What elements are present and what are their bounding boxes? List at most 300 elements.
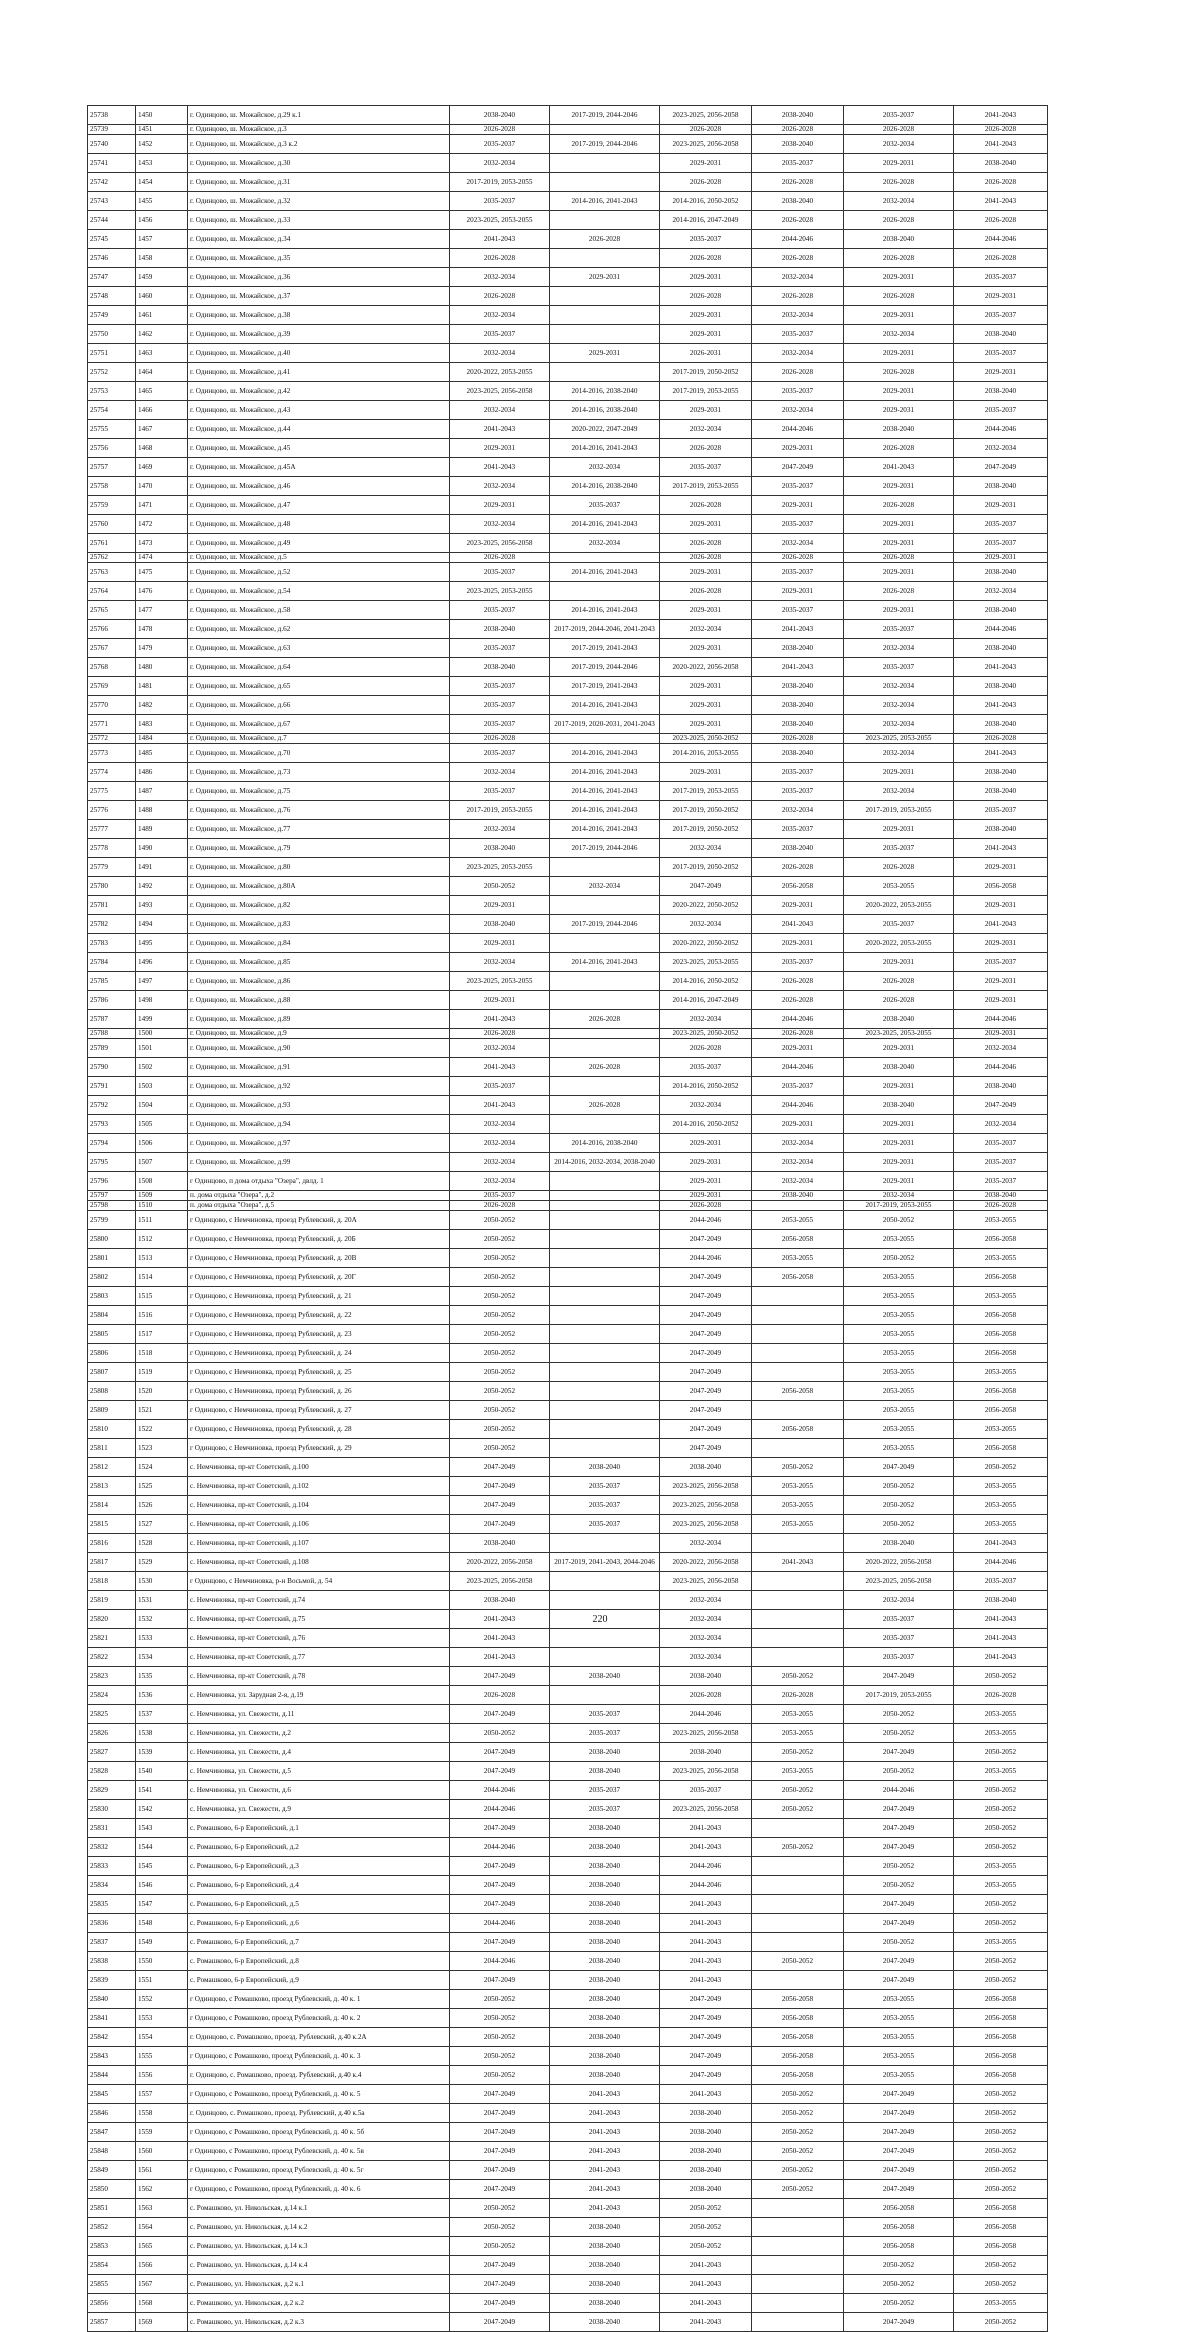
address-number-cell: 1468: [136, 439, 188, 458]
date-col-2-cell: [550, 1077, 660, 1096]
date-col-6-cell: 2029-2031: [954, 858, 1048, 877]
table-row: [88, 287, 1048, 306]
date-col-4-cell: 2026-2028: [752, 972, 844, 991]
date-col-6-cell: 2041-2043: [954, 658, 1048, 677]
date-col-6-cell: 2038-2040: [954, 639, 1048, 658]
date-col-2-cell: [550, 1287, 660, 1306]
row-id-cell: 25760: [88, 515, 136, 534]
date-col-5-cell: 2017-2019, 2053-2055: [844, 1201, 954, 1211]
date-col-6-cell: 2038-2040: [954, 601, 1048, 620]
date-col-6-cell: 2032-2034: [954, 439, 1048, 458]
date-col-4-cell: 2026-2028: [752, 1686, 844, 1705]
date-col-3-cell: 2041-2043: [660, 1895, 752, 1914]
date-col-5-cell: 2047-2049: [844, 2161, 954, 2180]
row-id-cell: 25836: [88, 1914, 136, 1933]
date-col-1-cell: 2047-2049: [450, 1477, 550, 1496]
address-number-cell: 1532: [136, 1610, 188, 1629]
date-col-1-cell: 2044-2046: [450, 1781, 550, 1800]
address-cell: г Одинцово, с Немчиновка, проезд Рублевский, д. 21: [188, 1287, 450, 1306]
date-col-1-cell: 2035-2037: [450, 325, 550, 344]
date-col-2-cell: 2035-2037: [550, 1477, 660, 1496]
address-number-cell: 1525: [136, 1477, 188, 1496]
date-col-2-cell: 2035-2037: [550, 1800, 660, 1819]
date-col-4-cell: 2050-2052: [752, 1781, 844, 1800]
address-number-cell: 1475: [136, 563, 188, 582]
date-col-4-cell: [752, 2275, 844, 2294]
row-id-cell: 25829: [88, 1781, 136, 1800]
table-row: [88, 601, 1048, 620]
row-id-cell: 25744: [88, 211, 136, 230]
table-row: [88, 991, 1048, 1010]
address-number-cell: 1527: [136, 1515, 188, 1534]
table-row: [88, 2256, 1048, 2275]
row-id-cell: 25787: [88, 1010, 136, 1029]
date-col-1-cell: 2038-2040: [450, 1534, 550, 1553]
address-cell: г Одинцово, с Ромашково, проезд Рублевский, д. 40 к. 6: [188, 2180, 450, 2199]
table-row: [88, 2199, 1048, 2218]
date-col-3-cell: 2047-2049: [660, 2028, 752, 2047]
row-id-cell: 25791: [88, 1077, 136, 1096]
table-row: [88, 477, 1048, 496]
date-col-5-cell: 2032-2034: [844, 1191, 954, 1201]
date-col-1-cell: 2041-2043: [450, 458, 550, 477]
date-col-6-cell: 2056-2058: [954, 2218, 1048, 2237]
row-id-cell: 25776: [88, 801, 136, 820]
date-col-1-cell: 2050-2052: [450, 1287, 550, 1306]
date-col-6-cell: 2038-2040: [954, 1591, 1048, 1610]
date-col-4-cell: 2032-2034: [752, 1134, 844, 1153]
date-col-4-cell: 2050-2052: [752, 1458, 844, 1477]
table-row: [88, 420, 1048, 439]
table-row: [88, 2009, 1048, 2028]
date-col-2-cell: 2014-2016, 2041-2043: [550, 820, 660, 839]
date-col-6-cell: 2035-2037: [954, 344, 1048, 363]
date-col-3-cell: 2029-2031: [660, 1191, 752, 1201]
address-number-cell: 1503: [136, 1077, 188, 1096]
date-col-6-cell: 2035-2037: [954, 534, 1048, 553]
row-id-cell: 25761: [88, 534, 136, 553]
date-col-1-cell: 2050-2052: [450, 2028, 550, 2047]
address-cell: г. Одинцово, ш. Можайское, д.82: [188, 896, 450, 915]
date-col-2-cell: [550, 1439, 660, 1458]
date-col-3-cell: 2023-2025, 2056-2058: [660, 1496, 752, 1515]
row-id-cell: 25764: [88, 582, 136, 601]
table-row: [88, 1363, 1048, 1382]
address-cell: г Одинцово, с Ромашково, проезд Рублевский, д. 40 к. 2: [188, 2009, 450, 2028]
table-row: [88, 192, 1048, 211]
table-row: [88, 268, 1048, 287]
table-row: [88, 1648, 1048, 1667]
table-row: [88, 1838, 1048, 1857]
date-col-1-cell: 2050-2052: [450, 1401, 550, 1420]
table-row: [88, 639, 1048, 658]
row-id-cell: 25793: [88, 1115, 136, 1134]
date-col-5-cell: 2050-2052: [844, 2275, 954, 2294]
date-col-3-cell: 2029-2031: [660, 515, 752, 534]
date-col-6-cell: 2035-2037: [954, 401, 1048, 420]
address-cell: г. Одинцово, ш. Можайское, д.84: [188, 934, 450, 953]
address-cell: г. Одинцово, ш. Можайское, д.92: [188, 1077, 450, 1096]
address-cell: г Одинцово, с Немчиновка, проезд Рублевский, д. 23: [188, 1325, 450, 1344]
address-cell: г. Одинцово, ш. Можайское, д.47: [188, 496, 450, 515]
row-id-cell: 25748: [88, 287, 136, 306]
date-col-1-cell: 2023-2025, 2056-2058: [450, 382, 550, 401]
date-col-1-cell: 2032-2034: [450, 401, 550, 420]
date-col-5-cell: 2053-2055: [844, 1325, 954, 1344]
date-col-6-cell: 2053-2055: [954, 1420, 1048, 1439]
date-col-1-cell: 2050-2052: [450, 1268, 550, 1287]
date-col-1-cell: 2035-2037: [450, 135, 550, 154]
row-id-cell: 25851: [88, 2199, 136, 2218]
date-col-5-cell: 2032-2034: [844, 639, 954, 658]
table-row: [88, 1819, 1048, 1838]
address-number-cell: 1481: [136, 677, 188, 696]
date-col-6-cell: 2035-2037: [954, 515, 1048, 534]
date-col-5-cell: 2050-2052: [844, 2294, 954, 2313]
date-col-4-cell: [752, 1401, 844, 1420]
date-col-3-cell: 2026-2028: [660, 249, 752, 268]
address-number-cell: 1523: [136, 1439, 188, 1458]
date-col-2-cell: [550, 1211, 660, 1230]
date-col-5-cell: 2050-2052: [844, 1496, 954, 1515]
date-col-3-cell: 2047-2049: [660, 1363, 752, 1382]
address-number-cell: 1558: [136, 2104, 188, 2123]
address-cell: с. Немчиновка, ул. Свежести, д.4: [188, 1743, 450, 1762]
row-id-cell: 25779: [88, 858, 136, 877]
address-cell: с. Ромашково, 6-р Европейский, д.4: [188, 1876, 450, 1895]
row-id-cell: 25756: [88, 439, 136, 458]
date-col-2-cell: [550, 1344, 660, 1363]
date-col-1-cell: 2047-2049: [450, 1458, 550, 1477]
row-id-cell: 25835: [88, 1895, 136, 1914]
table-row: [88, 439, 1048, 458]
date-col-1-cell: 2023-2025, 2053-2055: [450, 858, 550, 877]
address-number-cell: 1508: [136, 1172, 188, 1191]
table-row: [88, 1914, 1048, 1933]
date-col-2-cell: [550, 1591, 660, 1610]
date-col-4-cell: 2056-2058: [752, 1268, 844, 1287]
address-number-cell: 1538: [136, 1724, 188, 1743]
date-col-4-cell: 2038-2040: [752, 715, 844, 734]
date-col-2-cell: 2038-2040: [550, 1762, 660, 1781]
date-col-4-cell: 2053-2055: [752, 1705, 844, 1724]
date-col-1-cell: 2038-2040: [450, 620, 550, 639]
date-col-5-cell: 2047-2049: [844, 2085, 954, 2104]
row-id-cell: 25766: [88, 620, 136, 639]
date-col-2-cell: [550, 858, 660, 877]
date-col-4-cell: 2035-2037: [752, 515, 844, 534]
table-row: [88, 820, 1048, 839]
date-col-4-cell: 2050-2052: [752, 2085, 844, 2104]
row-id-cell: 25773: [88, 744, 136, 763]
date-col-6-cell: 2041-2043: [954, 696, 1048, 715]
row-id-cell: 25755: [88, 420, 136, 439]
row-id-cell: 25741: [88, 154, 136, 173]
date-col-6-cell: 2050-2052: [954, 2275, 1048, 2294]
date-col-4-cell: 2035-2037: [752, 763, 844, 782]
address-cell: г. Одинцово, ш. Можайское, д.35: [188, 249, 450, 268]
date-col-3-cell: 2032-2034: [660, 839, 752, 858]
table-row: [88, 2161, 1048, 2180]
date-col-3-cell: 2026-2028: [660, 496, 752, 515]
date-col-5-cell: 2038-2040: [844, 230, 954, 249]
address-number-cell: 1490: [136, 839, 188, 858]
date-col-4-cell: 2044-2046: [752, 1096, 844, 1115]
address-cell: г. Одинцово, ш. Можайское, д.77: [188, 820, 450, 839]
date-col-3-cell: 2032-2034: [660, 1610, 752, 1629]
table-row: [88, 1153, 1048, 1172]
row-id-cell: 25857: [88, 2313, 136, 2332]
date-col-2-cell: 2014-2016, 2038-2040: [550, 1134, 660, 1153]
date-col-6-cell: 2041-2043: [954, 1534, 1048, 1553]
address-number-cell: 1535: [136, 1667, 188, 1686]
date-col-4-cell: [752, 1344, 844, 1363]
date-col-4-cell: 2041-2043: [752, 915, 844, 934]
date-col-6-cell: 2050-2052: [954, 1971, 1048, 1990]
date-col-3-cell: 2026-2028: [660, 1201, 752, 1211]
address-cell: г. Одинцово, ш. Можайское, д.91: [188, 1058, 450, 1077]
address-number-cell: 1544: [136, 1838, 188, 1857]
date-col-1-cell: 2017-2019, 2053-2055: [450, 173, 550, 192]
date-col-1-cell: 2032-2034: [450, 344, 550, 363]
table-row: [88, 135, 1048, 154]
date-col-6-cell: 2053-2055: [954, 1857, 1048, 1876]
date-col-2-cell: [550, 125, 660, 135]
date-col-6-cell: 2044-2046: [954, 1058, 1048, 1077]
date-col-3-cell: 2047-2049: [660, 1230, 752, 1249]
table-row: [88, 125, 1048, 135]
row-id-cell: 25828: [88, 1762, 136, 1781]
address-number-cell: 1473: [136, 534, 188, 553]
table-row: [88, 1010, 1048, 1029]
address-number-cell: 1567: [136, 2275, 188, 2294]
date-col-4-cell: 2050-2052: [752, 2142, 844, 2161]
row-id-cell: 25738: [88, 106, 136, 125]
date-col-3-cell: 2014-2016, 2047-2049: [660, 211, 752, 230]
date-col-5-cell: 2026-2028: [844, 173, 954, 192]
address-number-cell: 1484: [136, 734, 188, 744]
table-row: [88, 858, 1048, 877]
date-col-2-cell: [550, 287, 660, 306]
date-col-2-cell: 2014-2016, 2038-2040: [550, 401, 660, 420]
row-id-cell: 25811: [88, 1439, 136, 1458]
date-col-6-cell: 2053-2055: [954, 1496, 1048, 1515]
date-col-2-cell: [550, 1172, 660, 1191]
date-col-5-cell: 2023-2025, 2053-2055: [844, 1029, 954, 1039]
date-col-1-cell: 2032-2034: [450, 306, 550, 325]
table-row: [88, 953, 1048, 972]
address-cell: г. Одинцово, ш. Можайское, д.49: [188, 534, 450, 553]
address-cell: г Одинцово, с Немчиновка, проезд Рублевский, д. 20Г: [188, 1268, 450, 1287]
date-col-1-cell: 2044-2046: [450, 1914, 550, 1933]
date-col-3-cell: 2029-2031: [660, 601, 752, 620]
row-id-cell: 25792: [88, 1096, 136, 1115]
date-col-5-cell: 2050-2052: [844, 1515, 954, 1534]
address-cell: г. Одинцово, ш. Можайское, д.38: [188, 306, 450, 325]
date-col-4-cell: 2035-2037: [752, 782, 844, 801]
date-col-2-cell: 2035-2037: [550, 1496, 660, 1515]
date-col-4-cell: [752, 2256, 844, 2275]
date-col-4-cell: 2047-2049: [752, 458, 844, 477]
date-col-3-cell: 2032-2034: [660, 1648, 752, 1667]
address-number-cell: 1477: [136, 601, 188, 620]
date-col-3-cell: 2014-2016, 2050-2052: [660, 1115, 752, 1134]
date-col-3-cell: 2041-2043: [660, 1971, 752, 1990]
address-cell: г. Одинцово, ш. Можайское, д.97: [188, 1134, 450, 1153]
address-cell: с. Ромашково, ул. Никольская, д.2 к.3: [188, 2313, 450, 2332]
date-col-4-cell: [752, 1534, 844, 1553]
date-col-1-cell: 2050-2052: [450, 1724, 550, 1743]
date-col-5-cell: 2053-2055: [844, 1382, 954, 1401]
date-col-3-cell: 2041-2043: [660, 2313, 752, 2332]
address-number-cell: 1506: [136, 1134, 188, 1153]
row-id-cell: 25827: [88, 1743, 136, 1762]
address-number-cell: 1460: [136, 287, 188, 306]
table-row: [88, 1191, 1048, 1201]
date-col-4-cell: 2029-2031: [752, 439, 844, 458]
date-col-6-cell: 2029-2031: [954, 991, 1048, 1010]
table-row: [88, 2142, 1048, 2161]
date-col-4-cell: [752, 2294, 844, 2313]
date-col-4-cell: 2056-2058: [752, 1382, 844, 1401]
row-id-cell: 25833: [88, 1857, 136, 1876]
row-id-cell: 25777: [88, 820, 136, 839]
date-col-5-cell: 2050-2052: [844, 1762, 954, 1781]
row-id-cell: 25778: [88, 839, 136, 858]
table-row: [88, 1134, 1048, 1153]
date-col-6-cell: 2053-2055: [954, 1477, 1048, 1496]
date-col-1-cell: 2050-2052: [450, 1211, 550, 1230]
row-id-cell: 25759: [88, 496, 136, 515]
table-row: [88, 763, 1048, 782]
date-col-1-cell: 2032-2034: [450, 763, 550, 782]
date-col-1-cell: 2050-2052: [450, 1420, 550, 1439]
address-cell: г. Одинцово, ш. Можайское, д.73: [188, 763, 450, 782]
date-col-3-cell: 2029-2031: [660, 639, 752, 658]
date-col-1-cell: 2047-2049: [450, 2123, 550, 2142]
date-col-4-cell: 2041-2043: [752, 620, 844, 639]
date-col-1-cell: 2044-2046: [450, 1952, 550, 1971]
date-col-6-cell: 2053-2055: [954, 1211, 1048, 1230]
date-col-2-cell: 2038-2040: [550, 1990, 660, 2009]
date-col-3-cell: 2047-2049: [660, 1382, 752, 1401]
row-id-cell: 25745: [88, 230, 136, 249]
address-cell: с. Ромашково, ул. Никольская, д.2 к.2: [188, 2294, 450, 2313]
address-cell: с. Немчиновка, пр-кт Советский, д.78: [188, 1667, 450, 1686]
address-number-cell: 1517: [136, 1325, 188, 1344]
date-col-3-cell: 2020-2022, 2050-2052: [660, 934, 752, 953]
date-col-3-cell: 2017-2019, 2053-2055: [660, 782, 752, 801]
date-col-5-cell: 2029-2031: [844, 563, 954, 582]
address-cell: с. Ромашково, ул. Никольская, д.14 к.3: [188, 2237, 450, 2256]
row-id-cell: 25762: [88, 553, 136, 563]
address-cell: г. Одинцово, ш. Можайское, д.31: [188, 173, 450, 192]
date-col-1-cell: 2050-2052: [450, 1990, 550, 2009]
date-col-3-cell: 2014-2016, 2053-2055: [660, 744, 752, 763]
address-number-cell: 1500: [136, 1029, 188, 1039]
date-col-3-cell: 2050-2052: [660, 2237, 752, 2256]
table-row: [88, 1115, 1048, 1134]
table-row: [88, 1781, 1048, 1800]
date-col-6-cell: 2026-2028: [954, 249, 1048, 268]
date-col-4-cell: 2053-2055: [752, 1211, 844, 1230]
table-row: [88, 715, 1048, 734]
address-number-cell: 1459: [136, 268, 188, 287]
date-col-6-cell: 2038-2040: [954, 477, 1048, 496]
date-col-4-cell: 2026-2028: [752, 991, 844, 1010]
date-col-4-cell: 2026-2028: [752, 858, 844, 877]
date-col-6-cell: 2038-2040: [954, 715, 1048, 734]
date-col-1-cell: 2038-2040: [450, 106, 550, 125]
date-col-1-cell: 2026-2028: [450, 287, 550, 306]
address-cell: г. Одинцово, ш. Можайское, д.34: [188, 230, 450, 249]
date-col-1-cell: 2029-2031: [450, 934, 550, 953]
date-col-2-cell: [550, 1115, 660, 1134]
date-col-3-cell: 2035-2037: [660, 1781, 752, 1800]
row-id-cell: 25804: [88, 1306, 136, 1325]
date-col-2-cell: [550, 1572, 660, 1591]
date-col-3-cell: 2029-2031: [660, 563, 752, 582]
date-col-2-cell: [550, 1401, 660, 1420]
row-id-cell: 25803: [88, 1287, 136, 1306]
date-col-2-cell: 2020-2022, 2047-2049: [550, 420, 660, 439]
table-row: [88, 877, 1048, 896]
date-col-6-cell: 2053-2055: [954, 1287, 1048, 1306]
date-col-6-cell: 2035-2037: [954, 268, 1048, 287]
date-col-4-cell: 2053-2055: [752, 1515, 844, 1534]
date-col-2-cell: 2038-2040: [550, 1819, 660, 1838]
date-col-4-cell: [752, 1819, 844, 1838]
address-cell: г. Одинцово, ш. Можайское, д.33: [188, 211, 450, 230]
date-col-1-cell: 2050-2052: [450, 1249, 550, 1268]
schedule-table-container: [87, 105, 1047, 2332]
date-col-1-cell: 2032-2034: [450, 154, 550, 173]
date-col-1-cell: 2026-2028: [450, 1201, 550, 1211]
date-col-3-cell: 2038-2040: [660, 1458, 752, 1477]
date-col-4-cell: [752, 1876, 844, 1895]
date-col-6-cell: 2053-2055: [954, 1876, 1048, 1895]
date-col-3-cell: 2038-2040: [660, 2123, 752, 2142]
date-col-4-cell: 2026-2028: [752, 287, 844, 306]
address-cell: г Одинцово, п дома отдыха "Озера", двлд. 1: [188, 1172, 450, 1191]
date-col-3-cell: 2017-2019, 2050-2052: [660, 363, 752, 382]
date-col-3-cell: 2023-2025, 2050-2052: [660, 734, 752, 744]
address-number-cell: 1514: [136, 1268, 188, 1287]
date-col-1-cell: 2047-2049: [450, 2313, 550, 2332]
date-col-6-cell: 2026-2028: [954, 173, 1048, 192]
date-col-3-cell: 2035-2037: [660, 230, 752, 249]
row-id-cell: 25799: [88, 1211, 136, 1230]
row-id-cell: 25754: [88, 401, 136, 420]
date-col-4-cell: 2035-2037: [752, 477, 844, 496]
date-col-6-cell: 2056-2058: [954, 2199, 1048, 2218]
date-col-3-cell: 2023-2025, 2056-2058: [660, 1477, 752, 1496]
date-col-4-cell: 2053-2055: [752, 1724, 844, 1743]
date-col-1-cell: 2026-2028: [450, 125, 550, 135]
row-id-cell: 25819: [88, 1591, 136, 1610]
date-col-3-cell: 2041-2043: [660, 1914, 752, 1933]
table-row: [88, 2066, 1048, 2085]
address-cell: г. Одинцово, ш. Можайское, д.39: [188, 325, 450, 344]
row-id-cell: 25821: [88, 1629, 136, 1648]
date-col-4-cell: 2056-2058: [752, 1230, 844, 1249]
date-col-5-cell: 2047-2049: [844, 1971, 954, 1990]
table-row: [88, 1515, 1048, 1534]
date-col-6-cell: 2044-2046: [954, 230, 1048, 249]
row-id-cell: 25747: [88, 268, 136, 287]
date-col-3-cell: 2047-2049: [660, 1990, 752, 2009]
row-id-cell: 25812: [88, 1458, 136, 1477]
